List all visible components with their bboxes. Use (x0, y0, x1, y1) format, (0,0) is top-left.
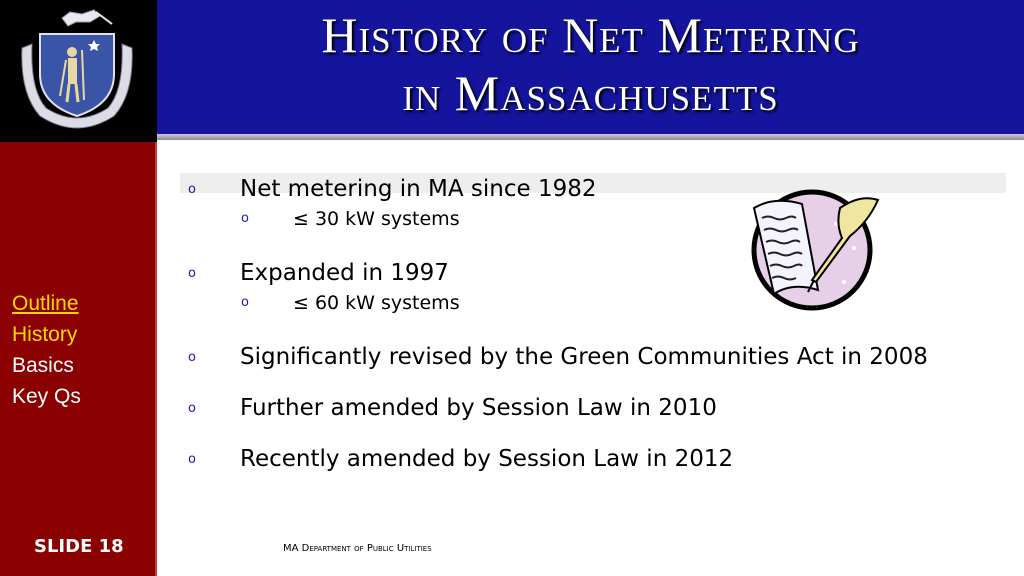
scroll-and-quill-icon (744, 186, 884, 311)
slide-number: SLIDE 18 (34, 536, 124, 557)
list-item-text: Further amended by Session Law in 2010 (240, 395, 717, 421)
list-item-text: Expanded in 1997 (240, 260, 449, 286)
title-bar (157, 0, 1024, 140)
bullet-icon: o (188, 266, 196, 281)
bullet-icon: o (188, 350, 196, 365)
title-divider (157, 134, 1024, 140)
massachusetts-seal-icon (10, 4, 145, 134)
sidebar-item-outline[interactable]: Outline (12, 292, 79, 315)
list-item-text: Net metering in MA since 1982 (240, 176, 597, 202)
sidebar-item-history[interactable]: History (12, 323, 78, 346)
sidebar-item-key-qs[interactable]: Key Qs (12, 385, 81, 408)
title-line-2: in Massachusetts (402, 65, 779, 121)
sub-list-item-text: ≤ 30 kW systems (293, 208, 460, 230)
footer-text: MA Department of Public Utilities (283, 543, 432, 554)
list-item (188, 446, 998, 473)
sub-bullet-icon: o (241, 211, 249, 226)
sidebar-item-basics[interactable]: Basics (12, 354, 74, 377)
bullet-icon: o (188, 452, 196, 467)
slide-title (157, 6, 1024, 122)
title-line-1: History of Net Metering (321, 7, 860, 63)
sub-list-item-text: ≤ 60 kW systems (293, 292, 460, 314)
bullet-icon: o (188, 401, 196, 416)
sidebar (0, 142, 157, 576)
sub-bullet-icon: o (241, 295, 249, 310)
sidebar-nav (12, 288, 81, 412)
list-item-text: Significantly revised by the Green Communities Act in 2008 (240, 344, 928, 370)
list-item (188, 344, 998, 371)
bullet-icon: o (188, 182, 196, 197)
list-item-text: Recently amended by Session Law in 2012 (240, 446, 734, 472)
seal-panel (0, 0, 157, 142)
list-item (188, 395, 998, 422)
